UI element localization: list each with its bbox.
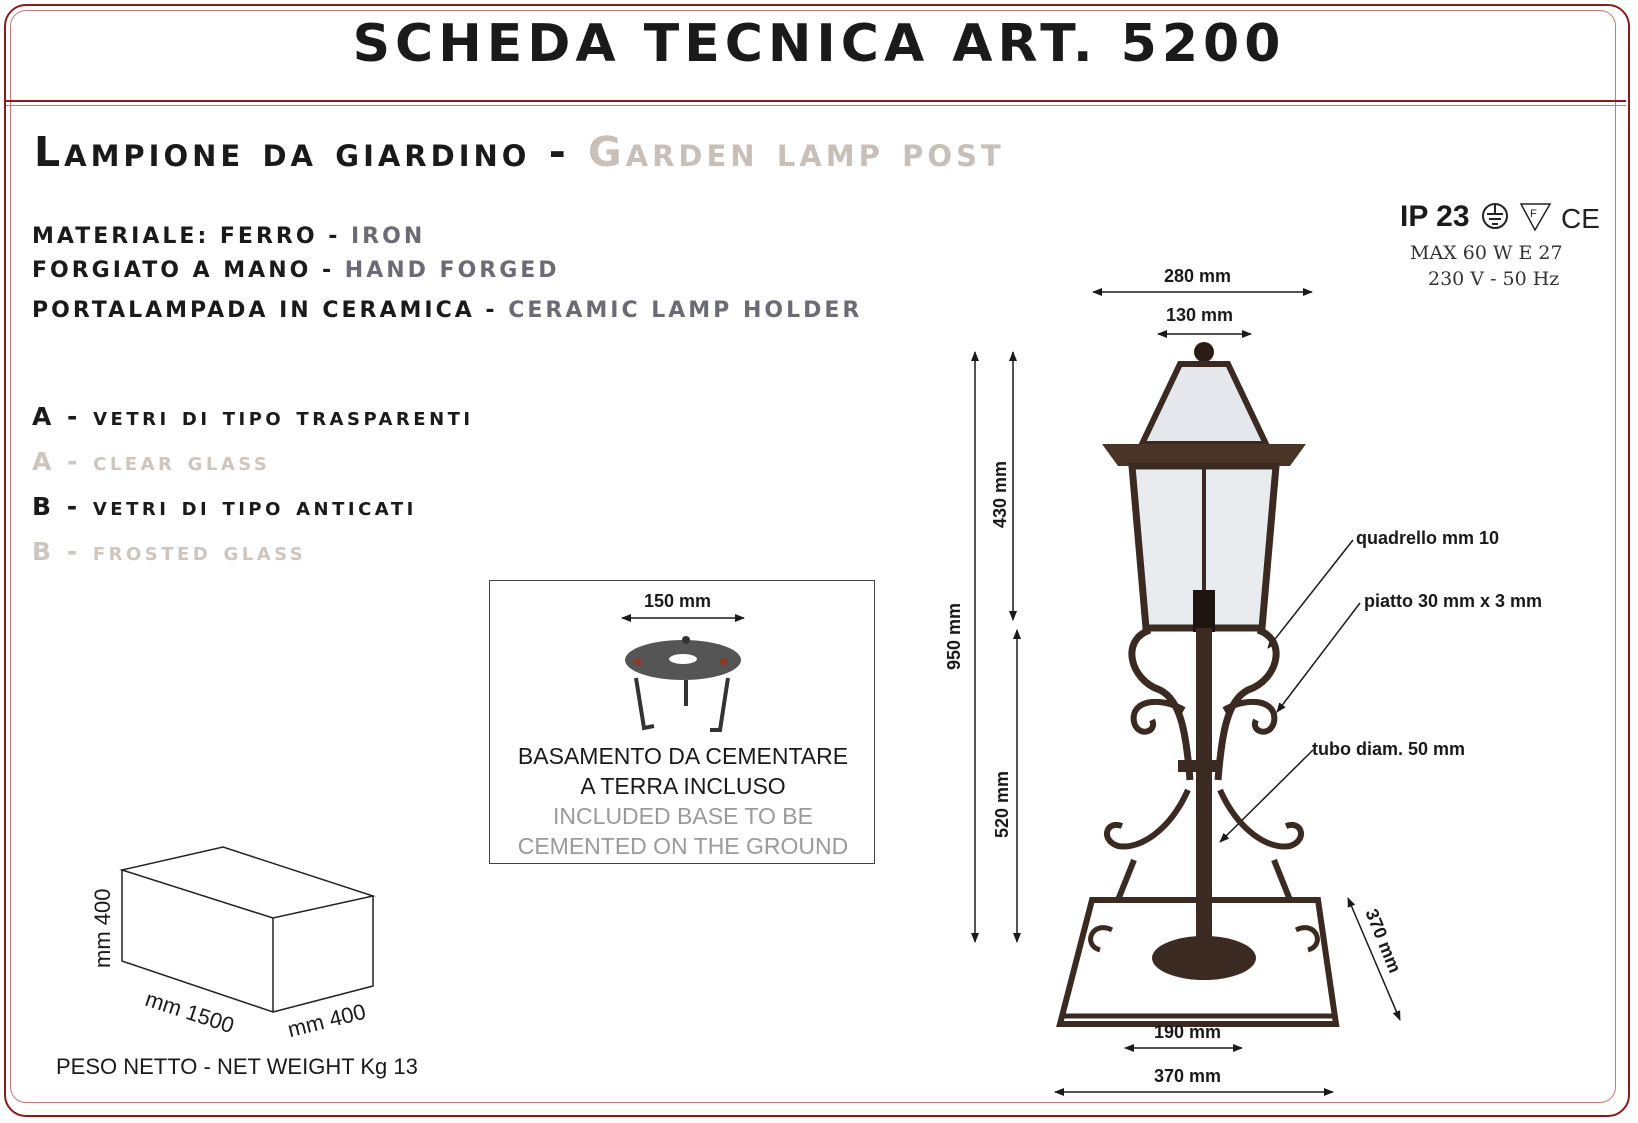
sheet-title: SCHEDA TECNICA ART. 5200 — [352, 14, 1286, 74]
dim-foot-inner: 190 mm — [1154, 1022, 1222, 1042]
product-title-en: Garden lamp post — [588, 128, 1005, 176]
base-text-en-1: INCLUDED BASE TO BE — [553, 803, 813, 829]
ip-rating: IP 23 — [1400, 200, 1470, 233]
spec-material-en: IRON — [351, 224, 426, 249]
dim-top-inner: 130 mm — [1166, 305, 1234, 325]
annotation-tube: tubo diam. 50 mm — [1312, 739, 1466, 759]
svg-text:CE: CE — [1561, 203, 1600, 234]
package-box-drawing — [122, 847, 373, 1012]
lamp-post-drawing — [1060, 342, 1336, 1024]
voltage-rating: 230 V - 50 Hz — [1428, 268, 1560, 290]
glass-option-a-it: A - vetri di tipo trasparenti — [32, 402, 474, 431]
package-depth: mm 400 — [285, 998, 369, 1043]
dim-foot-width: 370 mm — [1154, 1066, 1222, 1086]
glass-option-a-en: A - clear glass — [32, 447, 271, 476]
spec-forging-it: FORGIATO A MANO - — [32, 258, 345, 283]
dim-total-height: 950 mm — [944, 602, 964, 670]
dim-post-height: 520 mm — [992, 770, 1012, 838]
package-height: mm 400 — [90, 888, 115, 968]
spec-material-it: MATERIALE: FERRO - — [32, 224, 351, 249]
glass-option-b-en: B - frosted glass — [32, 537, 307, 566]
dim-foot-depth: 370 mm — [1361, 906, 1406, 976]
svg-text:F: F — [1530, 208, 1537, 220]
ground-symbol-icon — [1483, 204, 1507, 228]
annotation-square-bar: quadrello mm 10 — [1356, 528, 1500, 548]
certification-icons — [1483, 203, 1600, 234]
dim-top-width: 280 mm — [1164, 266, 1232, 286]
dim-lantern-height: 430 mm — [990, 460, 1010, 528]
spec-lampholder-en: CERAMIC LAMP HOLDER — [508, 298, 863, 323]
ce-mark-icon — [1561, 203, 1600, 234]
base-diameter-label: 150 mm — [644, 591, 712, 611]
spec-forging-en: HAND FORGED — [344, 258, 560, 283]
base-text-it-1: BASAMENTO DA CEMENTARE — [517, 743, 849, 769]
product-title-it: Lampione da giardino - — [34, 128, 588, 176]
base-text-it-2: A TERRA INCLUSO — [580, 773, 786, 799]
base-text-en-2: CEMENTED ON THE GROUND — [517, 833, 849, 859]
dimension-lines — [622, 292, 1400, 1092]
cement-base-drawing — [625, 636, 741, 730]
f-triangle-icon — [1521, 204, 1550, 230]
spec-lampholder-it: PORTALAMPADA IN CERAMICA - — [32, 298, 509, 323]
annotation-flat-bar: piatto 30 mm x 3 mm — [1364, 591, 1543, 611]
package-length: mm 1500 — [142, 986, 238, 1039]
net-weight: PESO NETTO - NET WEIGHT Kg 13 — [56, 1054, 418, 1079]
power-rating: MAX 60 W E 27 — [1410, 242, 1563, 264]
glass-option-b-it: B - vetri di tipo anticati — [32, 492, 417, 521]
